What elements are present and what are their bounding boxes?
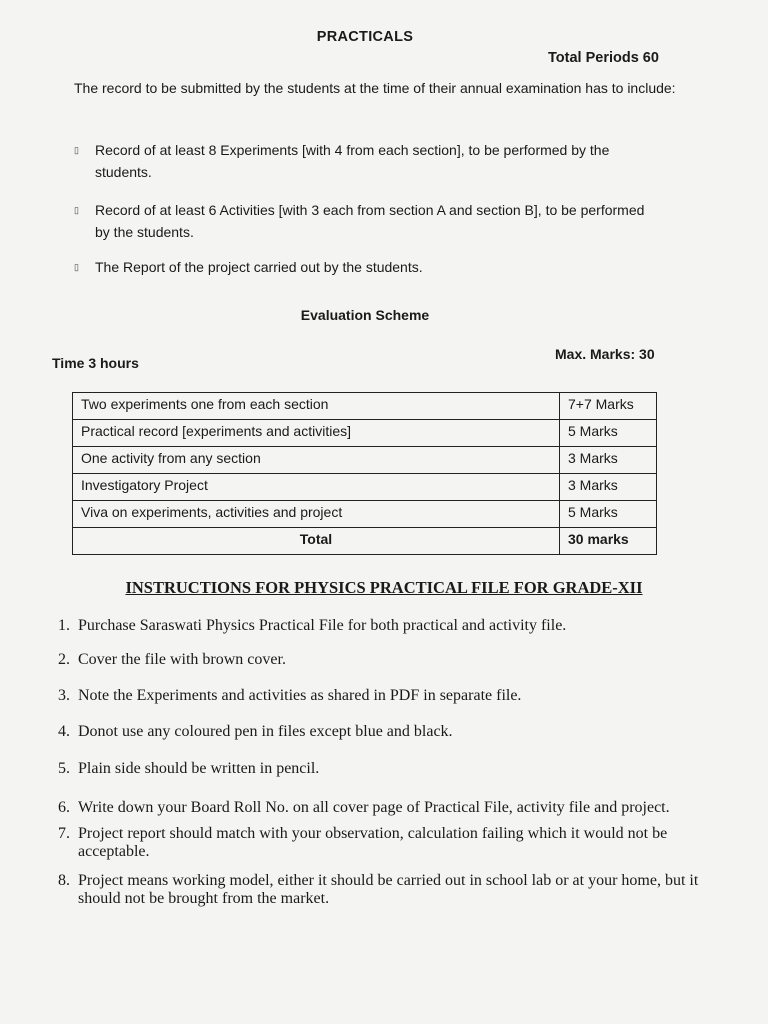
table-row <box>73 420 657 447</box>
item-text: Plain side should be written in pencil. <box>78 760 320 777</box>
table-cell-marks: 3 Marks <box>560 447 657 474</box>
bullet-text: Record of at least 6 Activities [with 3 each from section A and section B], to be performed by the students. <box>95 202 645 240</box>
table-row <box>73 474 657 501</box>
item-text: Write down your Board Roll No. on all cover page of Practical File, activity file and project. <box>78 799 670 816</box>
table-total-row <box>73 528 657 555</box>
item-number: 3. <box>58 687 70 704</box>
item-number: 4. <box>58 723 70 740</box>
table-cell-marks: 3 Marks <box>560 474 657 501</box>
exam-time: Time 3 hours <box>52 355 139 371</box>
item-number: 2. <box>58 651 70 668</box>
list-item <box>40 872 730 908</box>
list-item <box>74 199 654 243</box>
total-marks: 30 marks <box>560 528 657 555</box>
list-item <box>74 256 654 278</box>
max-marks: Max. Marks: 30 <box>555 346 655 362</box>
list-item <box>40 760 730 778</box>
list-item <box>40 687 730 705</box>
item-number: 8. <box>58 872 70 889</box>
table-cell-item: Two experiments one from each section <box>73 393 560 420</box>
bullet-text: The Report of the project carried out by the students. <box>95 259 423 275</box>
table-cell-item: Investigatory Project <box>73 474 560 501</box>
total-periods: Total Periods 60 <box>548 50 659 66</box>
total-label: Total <box>73 528 560 555</box>
page-title: PRACTICALS <box>316 29 414 45</box>
bullet-icon: ▯ <box>74 205 79 215</box>
bullet-icon: ▯ <box>74 145 79 155</box>
list-item <box>40 723 730 741</box>
table-row <box>73 501 657 528</box>
item-number: 7. <box>58 825 70 842</box>
intro-paragraph: The record to be submitted by the students at the time of their annual examination has to include: <box>74 80 676 96</box>
item-text: Purchase Saraswati Physics Practical File for both practical and activity file. <box>78 617 567 634</box>
table-row <box>73 393 657 420</box>
table-cell-item: Practical record [experiments and activities] <box>73 420 560 447</box>
list-item <box>74 139 654 183</box>
evaluation-heading: Evaluation Scheme <box>300 307 430 323</box>
table-cell-marks: 7+7 Marks <box>560 393 657 420</box>
table-cell-marks: 5 Marks <box>560 420 657 447</box>
list-item <box>40 799 730 817</box>
table-cell-marks: 5 Marks <box>560 501 657 528</box>
table-cell-item: One activity from any section <box>73 447 560 474</box>
evaluation-table <box>72 392 657 555</box>
instructions-title-text: INSTRUCTIONS FOR PHYSICS PRACTICAL FILE FOR GRADE-XII <box>125 578 643 597</box>
list-item <box>40 651 730 669</box>
item-text: Project report should match with your observation, calculation failing which it would not be acceptable. <box>78 825 668 860</box>
item-text: Note the Experiments and activities as shared in PDF in separate file. <box>78 687 522 704</box>
bullet-icon: ▯ <box>74 262 79 272</box>
item-number: 6. <box>58 799 70 816</box>
instructions-heading <box>0 578 768 598</box>
list-item <box>40 825 730 861</box>
bullet-text: Record of at least 8 Experiments [with 4 from each section], to be performed by the students. <box>95 142 610 180</box>
table-cell-item: Viva on experiments, activities and project <box>73 501 560 528</box>
list-item <box>40 617 730 635</box>
item-text: Donot use any coloured pen in files except blue and black. <box>78 723 453 740</box>
item-text: Cover the file with brown cover. <box>78 651 286 668</box>
item-text: Project means working model, either it should be carried out in school lab or at your home, but it should not be brought from the market. <box>78 872 699 907</box>
item-number: 5. <box>58 760 70 777</box>
item-number: 1. <box>58 617 70 634</box>
table-row <box>73 447 657 474</box>
